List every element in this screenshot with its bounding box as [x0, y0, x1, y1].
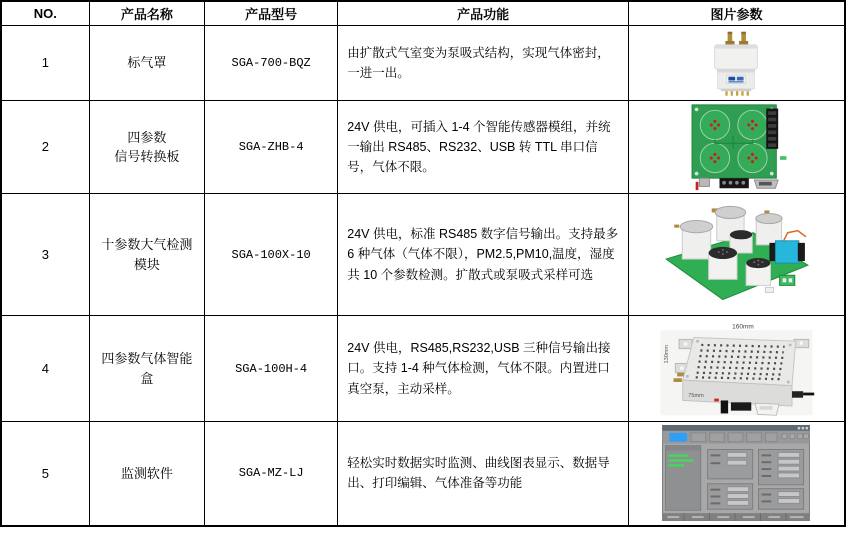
row1-product-function: 由扩散式气室变为泵吸式结构，实现气体密封，一进一出。: [338, 26, 629, 101]
ten-parameter-air-module-image: [660, 200, 812, 310]
box-front-dimension-label: 75mm: [688, 392, 705, 399]
row5-image-cell: [628, 422, 845, 526]
row5-product-function: 轻松实时数据实时监测、曲线图表显示、数据导出、打印编辑、气体准备等功能: [338, 422, 629, 526]
row1-product-name: [89, 26, 204, 101]
table-row: [1, 316, 845, 422]
row2-product-function: 24V 供电，可插入 1-4 个智能传感器模组，并统一输出 RS485、RS232、USB 转 TTL 串口信号，气体不限。: [338, 101, 629, 194]
column-header-product-name: 产品名称: [89, 1, 204, 26]
product-name-text: 标气罩: [127, 55, 167, 71]
row1-image-cell: [628, 26, 845, 101]
row3-image-cell: [628, 194, 845, 316]
table-row: [1, 422, 845, 526]
row3-product-name: [89, 194, 204, 316]
product-name-text: 四参数: [127, 129, 167, 145]
row2-product-model: SGA-ZHB-4: [204, 101, 337, 194]
row5-product-model: SGA-MZ-LJ: [204, 422, 337, 526]
row2-product-name: [89, 101, 204, 194]
row3-product-model: SGA-100X-10: [204, 194, 337, 316]
row2-image-cell: [628, 101, 845, 194]
column-header-product-model: 产品型号: [204, 1, 337, 26]
row3-no: 3: [1, 194, 89, 316]
box-top-dimension-label: 160mm: [732, 322, 755, 330]
product-name-text-line2: 信号转换板: [114, 149, 180, 164]
column-header-no: NO.: [1, 1, 89, 26]
table-row: [1, 26, 845, 101]
table-row: [1, 194, 845, 316]
row1-no: 1: [1, 26, 89, 101]
row4-no: 4: [1, 316, 89, 422]
row4-product-function: 24V 供电，RS485,RS232,USB 三种信号输出接口。支持 1-4 种气体检测，气体不限。内置进口真空泵，主动采样。: [338, 316, 629, 422]
signal-converter-board-image: [669, 103, 803, 191]
box-side-dimension-label: 130mm: [664, 344, 671, 363]
row5-product-name: [89, 422, 204, 526]
row1-product-model: SGA-700-BQZ: [204, 26, 337, 101]
column-header-product-function: 产品功能: [338, 1, 629, 26]
table-row: [1, 101, 845, 194]
standard-gas-hood-image: [682, 28, 790, 98]
row4-product-name: [89, 316, 204, 422]
column-header-image-params: 图片参数: [628, 1, 845, 26]
product-name-text: 四参数气体智能: [101, 351, 193, 366]
product-name-text: 监测软件: [120, 465, 173, 481]
row2-no: 2: [1, 101, 89, 194]
smart-gas-box-image: [650, 319, 822, 419]
row4-product-model: SGA-100H-4: [204, 316, 337, 422]
monitoring-software-screenshot-image: [661, 425, 811, 521]
header-row: [1, 1, 845, 26]
product-name-text: 十参数大气检测: [101, 237, 193, 252]
product-name-text-line2: 盒: [140, 370, 154, 386]
product-name-text-line2: 模块: [133, 256, 160, 272]
row5-no: 5: [1, 422, 89, 526]
row4-image-cell: [628, 316, 845, 422]
row3-product-function: 24V 供电，标准 RS485 数字信号输出。支持最多 6 种气体（气体不限），PM2.5,PM10,温度，湿度共 10 个参数检测。扩散式或泵吸式采样可选: [338, 194, 629, 316]
